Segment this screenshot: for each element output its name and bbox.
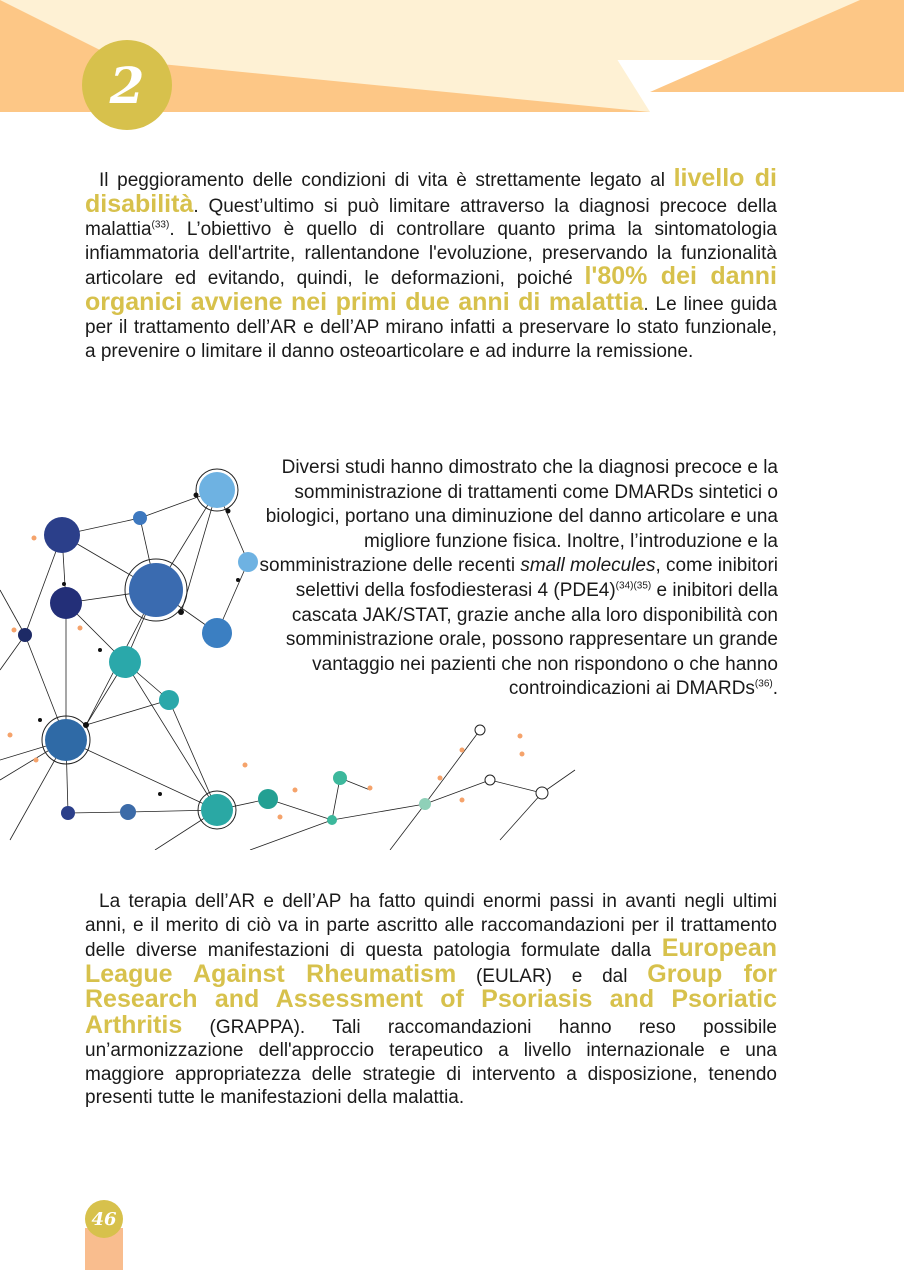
p2-text-4: . xyxy=(772,678,778,700)
p2-text-2: , come inibitori selettivi della fosfodiesterasi 4 (PDE4) xyxy=(295,555,778,601)
p2-emphasis-small-molecules: small molecules xyxy=(520,555,656,577)
p2-text-1: Diversi studi hanno dimostrato che la diagnosi precoce e la somministrazione di trattamenti come DMARDs sintetici o biologici, portano una diminuzione del danno articolare e una migliore funzione fisica. Inoltre, l’introduzione e la somministrazione delle recenti xyxy=(259,457,778,577)
p1-highlight-1: livello di disabilità xyxy=(85,164,777,218)
paragraph-1 xyxy=(85,164,777,363)
chapter-number-badge: 2 xyxy=(82,40,172,130)
paragraph-3 xyxy=(85,890,777,1110)
p1-text-2: . Quest’ultimo si può limitare attraverso la diagnosi precoce della malattia xyxy=(85,195,777,240)
page-number: 46 xyxy=(85,1200,123,1238)
paragraph-2 xyxy=(244,456,778,702)
p3-text-3: (GRAPPA). Tali raccomandazioni hanno reso possibile un’armonizzazione dell'approccio terapeutico a livello internazionale e una maggiore appropriatezza delle strategie di intervento a disposizione, tenendo presenti tutte le manifestazioni della malattia. xyxy=(85,1016,777,1108)
p3-text-2: (EULAR) e dal xyxy=(456,965,648,987)
p2-citation-36: (36) xyxy=(754,679,773,691)
page-number-marker xyxy=(85,1198,123,1270)
p3-highlight-eular: European League Against Rheumatism xyxy=(85,934,777,988)
p1-highlight-2: l'80% dei danni organici avviene nei primi due anni di malattia xyxy=(85,262,777,316)
p3-text-1: La terapia dell’AR e dell’AP ha fatto quindi enormi passi in avanti negli ultimi anni, e il merito di ciò va in parte ascritto alle raccomandazioni per il trattamento delle diverse manifestazioni di questa patologia formulate dalla xyxy=(85,891,777,961)
p1-text-1: Il peggioramento delle condizioni di vita è strettamente legato al xyxy=(99,170,674,191)
p1-text-3: . L’obiettivo è quello di controllare quanto prima la sintomatologia infiammatoria dell'artrite, rallentandone l'evoluzione, preservando la funzionalità articolare ed evitando, quindi, le deformazioni, poiché xyxy=(85,219,777,289)
p2-citation-34-35: (34)(35) xyxy=(615,580,652,592)
p2-text-3: e inibitori della cascata JAK/STAT, grazie anche alla loro disponibilità con somministrazione orale, possono rappresentare un grande vantaggio nei pazienti che non rispondono o che hanno controindicazioni ai DMARDs xyxy=(285,579,778,700)
p1-citation-33: (33) xyxy=(151,219,170,231)
p3-highlight-grappa: Group for Research and Assessment of Psoriasis and Psoriatic Arthritis xyxy=(85,959,778,1039)
p1-text-4: . Le linee guida per il trattamento dell’AR e dell’AP mirano infatti a preservare lo stato funzionale, a prevenire o limitare il danno osteoarticolare e ad indurre la remissione. xyxy=(85,293,777,362)
